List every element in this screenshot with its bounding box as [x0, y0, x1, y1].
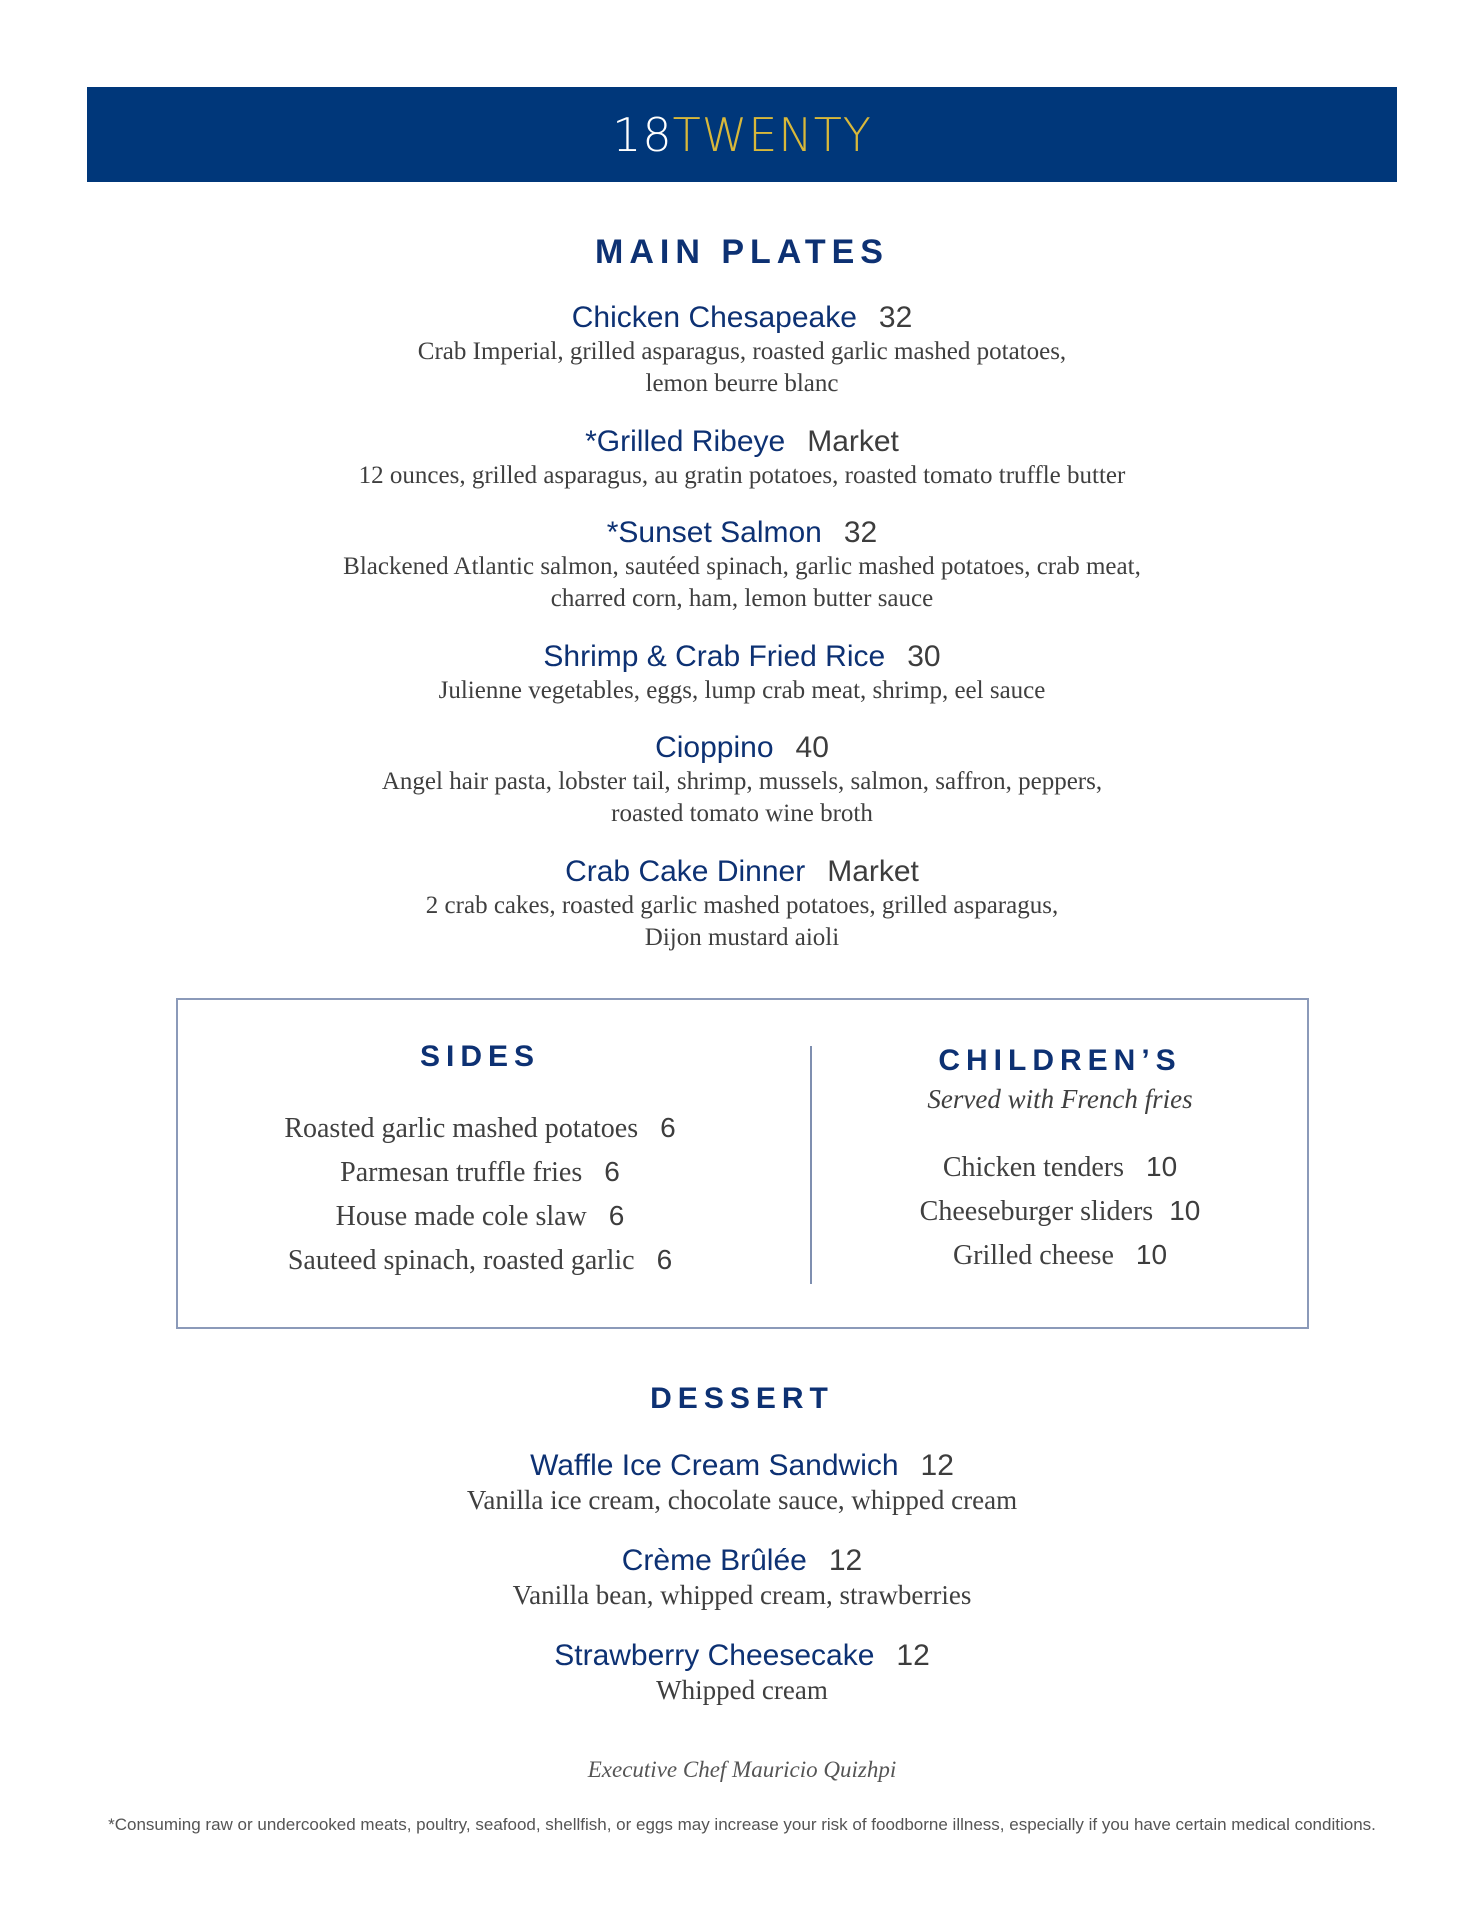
- dessert-heading: DESSERT: [650, 1382, 834, 1415]
- item-description: Julienne vegetables, eggs, lump crab meat, shrimp, eel sauce: [438, 677, 1046, 704]
- item-price: 12: [828, 1544, 863, 1577]
- sides-section: [240, 1040, 720, 1282]
- item-name: *Sunset Salmon: [606, 516, 822, 549]
- item-description: Blackened Atlantic salmon, sautéed spinach, garlic mashed potatoes, crab meat,: [343, 553, 1141, 580]
- kids-item-name: Chicken tenders: [942, 1152, 1124, 1183]
- logo-number: 18: [612, 107, 673, 162]
- list-item: [240, 1150, 720, 1194]
- menu-item: [0, 639, 1484, 707]
- item-name: Chicken Chesapeake: [571, 301, 857, 334]
- item-description: roasted tomato wine broth: [611, 800, 873, 827]
- item-price: 32: [878, 301, 913, 334]
- executive-chef: Executive Chef Mauricio Quizhpi: [587, 1757, 897, 1782]
- restaurant-logo: [612, 108, 872, 162]
- item-price: 30: [907, 640, 941, 673]
- list-item: [840, 1233, 1280, 1277]
- item-price: 32: [843, 516, 878, 549]
- column-divider: [810, 1046, 812, 1284]
- sides-heading: SIDES: [419, 1040, 541, 1073]
- item-price: 12: [896, 1639, 930, 1672]
- menu-item: [0, 300, 1484, 400]
- list-item: [240, 1106, 720, 1150]
- item-price: Market: [807, 425, 899, 458]
- side-price: 6: [608, 1200, 625, 1231]
- kids-item-name: Grilled cheese: [952, 1240, 1114, 1271]
- item-description: Whipped cream: [656, 1675, 828, 1705]
- childrens-section: [840, 1044, 1280, 1277]
- list-item: [840, 1189, 1280, 1233]
- list-item: [240, 1194, 720, 1238]
- item-name: Crab Cake Dinner: [565, 855, 806, 888]
- health-disclaimer: *Consuming raw or undercooked meats, poultry, seafood, shellfish, or eggs may increase your risk of foodborne illness, especially if you have certain medical conditions.: [108, 1815, 1376, 1834]
- item-name: Waffle Ice Cream Sandwich: [530, 1449, 899, 1482]
- item-name: Strawberry Cheesecake: [554, 1639, 875, 1672]
- item-name: Shrimp & Crab Fried Rice: [543, 640, 886, 673]
- item-price: 12: [920, 1449, 954, 1482]
- item-description: 12 ounces, grilled asparagus, au gratin potatoes, roasted tomato truffle butter: [358, 462, 1126, 489]
- item-description: lemon beurre blanc: [645, 370, 839, 397]
- item-description: Vanilla bean, whipped cream, strawberries: [512, 1580, 972, 1610]
- kids-item-price: 10: [1169, 1195, 1201, 1226]
- side-price: 6: [604, 1156, 620, 1187]
- main-plates-heading: MAIN PLATES: [595, 233, 889, 271]
- list-item: [840, 1145, 1280, 1189]
- childrens-subtitle: Served with French fries: [927, 1084, 1193, 1114]
- item-description: charred corn, ham, lemon butter sauce: [550, 585, 934, 612]
- kids-item-name: Cheeseburger sliders: [919, 1196, 1154, 1227]
- side-name: Parmesan truffle fries: [340, 1157, 583, 1188]
- menu-item: [0, 854, 1484, 954]
- side-price: 6: [656, 1244, 673, 1275]
- kids-item-price: 10: [1135, 1239, 1168, 1270]
- side-name: House made cole slaw: [335, 1201, 587, 1232]
- header-banner: [87, 87, 1397, 182]
- menu-item: [0, 424, 1484, 492]
- logo-word: TWENTY: [672, 107, 872, 162]
- menu-item: [0, 515, 1484, 615]
- item-name: Cioppino: [655, 731, 774, 764]
- item-price: Market: [827, 855, 919, 888]
- item-description: 2 crab cakes, roasted garlic mashed potatoes, grilled asparagus,: [425, 892, 1059, 919]
- menu-item: [0, 1448, 1484, 1516]
- list-item: [240, 1238, 720, 1282]
- item-name: Crème Brûlée: [621, 1544, 807, 1577]
- item-name: *Grilled Ribeye: [585, 425, 786, 458]
- childrens-heading: CHILDREN’S: [938, 1044, 1182, 1077]
- menu-item: [0, 730, 1484, 830]
- item-description: Angel hair pasta, lobster tail, shrimp, mussels, salmon, saffron, peppers,: [381, 768, 1103, 795]
- side-price: 6: [660, 1112, 676, 1143]
- item-description: Crab Imperial, grilled asparagus, roasted garlic mashed potatoes,: [417, 338, 1067, 365]
- side-name: Roasted garlic mashed potatoes: [284, 1113, 639, 1144]
- item-description: Vanilla ice cream, chocolate sauce, whipped cream: [466, 1485, 1018, 1515]
- side-name: Sauteed spinach, roasted garlic: [287, 1245, 635, 1276]
- item-price: 40: [795, 731, 829, 764]
- item-description: Dijon mustard aioli: [644, 924, 840, 951]
- menu-item: [0, 1543, 1484, 1611]
- kids-item-price: 10: [1146, 1151, 1178, 1182]
- menu-item: [0, 1638, 1484, 1706]
